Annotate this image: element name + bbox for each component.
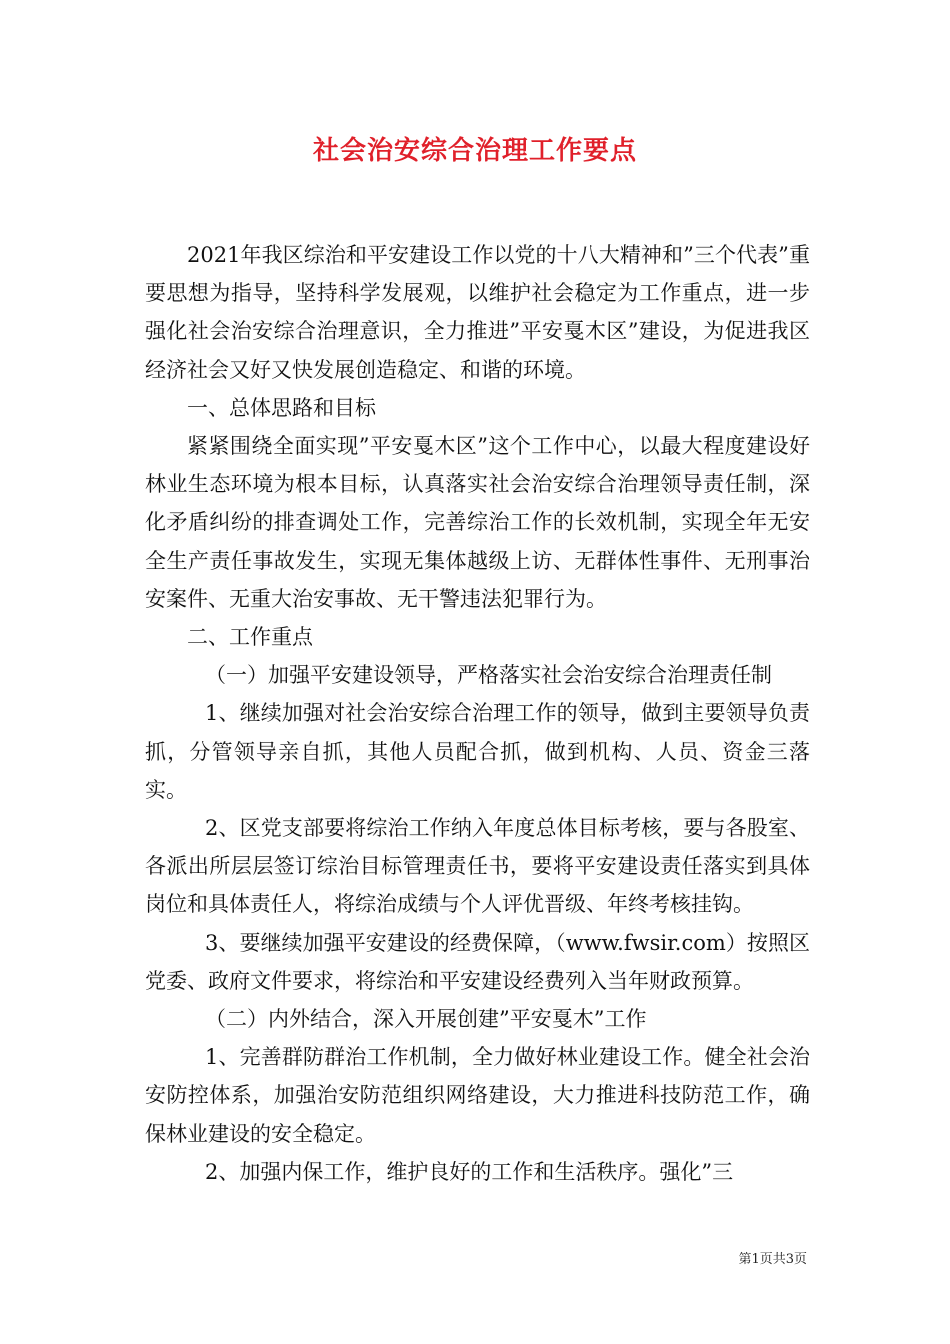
document-title: 社会治安综合治理工作要点 bbox=[312, 136, 637, 166]
subheading-2-1: （一）加强平安建设领导，严格落实社会治安综合治理责任制 bbox=[205, 663, 772, 688]
document-body bbox=[145, 236, 810, 1191]
paragraph-item-2-1: 1、完善群防群治工作机制，全力做好林业建设工作。健全社会治安防控体系，加强治安防范组织网络建设，大力推进科技防范工作，确保林业建设的安全稳定。 bbox=[145, 1045, 810, 1146]
paragraph-item-2: 2、区党支部要将综治工作纳入年度总体目标考核，要与各股室、各派出所层层签订综治目标管理责任书，要将平安建设责任落实到具体岗位和具体责任人，将综治成绩与个人评优晋级、年终考核挂钩。 bbox=[145, 816, 810, 917]
subheading-2-2: （二）内外结合，深入开展创建”平安戛木”工作 bbox=[205, 1007, 647, 1032]
paragraph-intro: 2021年我区综治和平安建设工作以党的十八大精神和”三个代表”重要思想为指导，坚持科学发展观，以维护社会稳定为工作重点，进一步强化社会治安综合治理意识，全力推进”平安戛木区”建设，为促进我区经济社会又好又快发展创造稳定、和谐的环境。 bbox=[145, 243, 810, 382]
heading-section-1: 一、总体思路和目标 bbox=[187, 395, 376, 420]
heading-section-2: 二、工作重点 bbox=[187, 625, 313, 650]
paragraph-section-1: 紧紧围绕全面实现”平安戛木区”这个工作中心，以最大程度建设好林业生态环境为根本目标，认真落实社会治安综合治理领导责任制，深化矛盾纠纷的排查调处工作，完善综治工作的长效机制，实现全年无安全生产责任事故发生，实现无集体越级上访、无群体性事件、无刑事治安案件、无重大治安事故、无干警违法犯罪行为。 bbox=[145, 434, 810, 611]
paragraph-item-2-2: 2、加强内保工作，维护良好的工作和生活秩序。强化”三 bbox=[205, 1159, 734, 1184]
page-number: 第1页共3页 bbox=[738, 1252, 807, 1267]
paragraph-item-3: 3、要继续加强平安建设的经费保障，（www.fwsir.com）按照区党委、政府文件要求，将综治和平安建设经费列入当年财政预算。 bbox=[145, 930, 810, 993]
paragraph-item-1: 1、继续加强对社会治安综合治理工作的领导，做到主要领导负责抓，分管领导亲自抓，其他人员配合抓，做到机构、人员、资金三落实。 bbox=[145, 701, 810, 802]
